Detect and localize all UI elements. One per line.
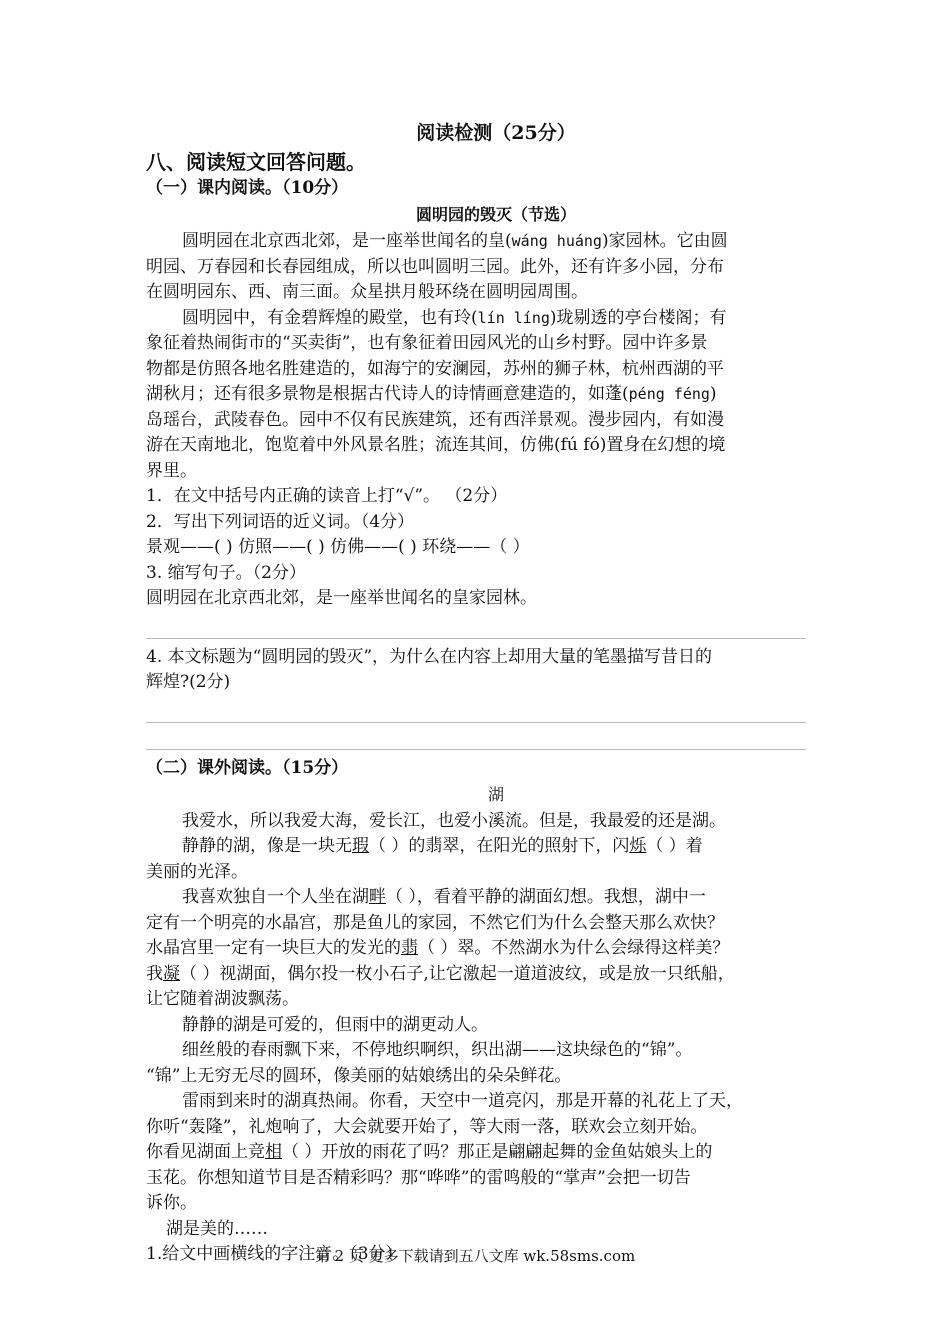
question-4-line2: 辉煌?(2分) — [146, 672, 231, 692]
passage2-line3: 美丽的光泽。 — [146, 861, 248, 882]
passage2-line5: 定有一个明亮的水晶宫，那是鱼儿的家园，不然它们为什么会整天那么欢快？ — [146, 912, 724, 933]
passage2-line9: 静静的湖是可爱的，但雨中的湖更动人。 — [182, 1014, 488, 1035]
part2-question-1: 1.给文中画横线的字注音。（3分） — [146, 1244, 403, 1264]
question-1: 1．在文中括号内正确的读音上打“√”。 （2分） — [146, 486, 508, 506]
passage1-p2-line5: 岛瑶台，武陵春色。园中不仅有民族建筑，还有西洋景观。漫步园内，有如漫 — [146, 409, 724, 430]
passage2-line12: 雷雨到来时的湖真热闹。你看，天空中一道亮闪，那是开幕的礼花上了天， — [182, 1091, 743, 1111]
underlined-char: 翡 — [401, 938, 418, 958]
passage1-p2-line4: 湖秋月；还有很多景物是根据古代诗人的诗情画意建造的，如蓬(péng féng) — [146, 384, 717, 404]
part1-heading: （一）课内阅读。（10分） — [146, 178, 349, 198]
page-title: 阅读检测（25分） — [416, 122, 576, 144]
pinyin-option[interactable]: wáng huáng — [511, 232, 602, 250]
passage2-line14: 你看见湖面上竞相（ ）开放的雨花了吗？那正是翩翩起舞的金鱼姑娘头上的 — [146, 1142, 713, 1162]
answer-line-q4-a[interactable] — [146, 696, 806, 723]
underlined-char: 瑕 — [352, 836, 369, 856]
passage2-line7: 我凝（ ）视湖面，偶尔投一枚小石子,让它激起一道道波纹，或是放一只纸船， — [146, 963, 735, 984]
underlined-char: 凝 — [163, 963, 180, 984]
passage1-title: 圆明园的毁灭（节选） — [415, 205, 576, 224]
passage2-line16: 诉你。 — [146, 1193, 197, 1213]
passage2-title: 湖 — [487, 784, 504, 804]
page-footer: 第 2 页 更多下载请到五八文库 wk.58sms.com — [314, 1247, 636, 1265]
underlined-char: 畔 — [369, 887, 386, 907]
passage1-p2-line6: 游在天南地北，饱览着中外风景名胜；流连其间，仿佛(fú fó)置身在幻想的境 — [146, 435, 726, 455]
pinyin-option[interactable]: lín líng — [477, 308, 550, 327]
underlined-char: 相 — [265, 1142, 282, 1162]
passage2-line4: 我喜欢独自一个人坐在湖畔（ ），看着平静的湖面幻想。我想，湖中一 — [182, 887, 706, 907]
passage1-p1-line1: 圆明园在北京西北郊，是一座举世闻名的皇(wáng huáng)家园林。它由圆 — [182, 231, 728, 251]
answer-line-q3[interactable] — [146, 612, 806, 639]
question-3: 3. 缩写句子。（2分） — [146, 562, 306, 583]
worksheet-page — [146, 118, 810, 1268]
passage2-line11: “锦”上无穷无尽的圆环，像美丽的姑娘绣出的朵朵鲜花。 — [146, 1065, 572, 1086]
passage1-p2-line3: 物都是仿照各地名胜建造的，如海宁的安澜园，苏州的狮子林，杭州西湖的平 — [146, 358, 724, 379]
passage2-line13: 你听“轰隆”，礼炮响了，大会就要开始了，等大雨一落，联欢会立刻开始。 — [146, 1116, 708, 1137]
question-4-line1: 4. 本文标题为“圆明园的毁灭”，为什么在内容上却用大量的笔墨描写昔日的 — [146, 646, 713, 667]
section-heading: 八、阅读短文回答问题。 — [146, 150, 366, 174]
passage1-p1-line2: 明园、万春园和长春园组成，所以也叫圆明三园。此外，还有许多小园，分布 — [146, 256, 724, 277]
passage1-p2-line1: 圆明园中，有金碧辉煌的殿堂，也有玲(lín líng)珑剔透的亭台楼阁；有 — [182, 307, 727, 328]
question-2-blanks[interactable]: 景观——( ) 仿照——( ) 仿佛——( ) 环绕——（ ） — [146, 537, 530, 557]
part2-heading: （二）课外阅读。（15分） — [146, 757, 349, 778]
passage2-line1: 我爱水，所以我爱大海，爱长江，也爱小溪流。但是，我最爱的还是湖。 — [182, 810, 726, 831]
question-2: 2．写出下列词语的近义词。（4分） — [146, 511, 415, 532]
passage1-p1-line3: 在圆明园东、西、南三面。众星拱月般环绕在圆明园周围。 — [146, 282, 588, 302]
passage2-line6: 水晶宫里一定有一块巨大的发光的翡（ ）翠。不然湖水为什么会绿得这样美？ — [146, 938, 730, 958]
passage1-p2-line7: 界里。 — [146, 460, 197, 481]
passage2-line15: 玉花。你想知道节目是否精彩吗？那“哗哗”的雷鸣般的“掌声”会把一切告 — [146, 1167, 691, 1188]
pinyin-option[interactable]: péng féng — [628, 385, 710, 403]
passage2-line2: 静静的湖，像是一块无瑕（ ）的翡翠，在阳光的照射下，闪烁（ ）着 — [182, 836, 703, 856]
passage1-p2-line2: 象征着热闹街市的“买卖街”，也有象征着田园风光的山乡村野。园中许多景 — [146, 333, 708, 353]
passage2-line8: 让它随着湖波飘荡。 — [146, 989, 299, 1009]
underlined-char: 烁 — [629, 836, 647, 856]
question-3-sentence: 圆明园在北京西北郊，是一座举世闻名的皇家园林。 — [146, 588, 537, 608]
passage2-line17: 湖是美的…… — [166, 1218, 268, 1239]
passage2-line10: 细丝般的春雨飘下来，不停地织啊织，织出湖——这块绿色的“锦”。 — [182, 1040, 693, 1060]
answer-line-q4-b[interactable] — [146, 723, 806, 750]
